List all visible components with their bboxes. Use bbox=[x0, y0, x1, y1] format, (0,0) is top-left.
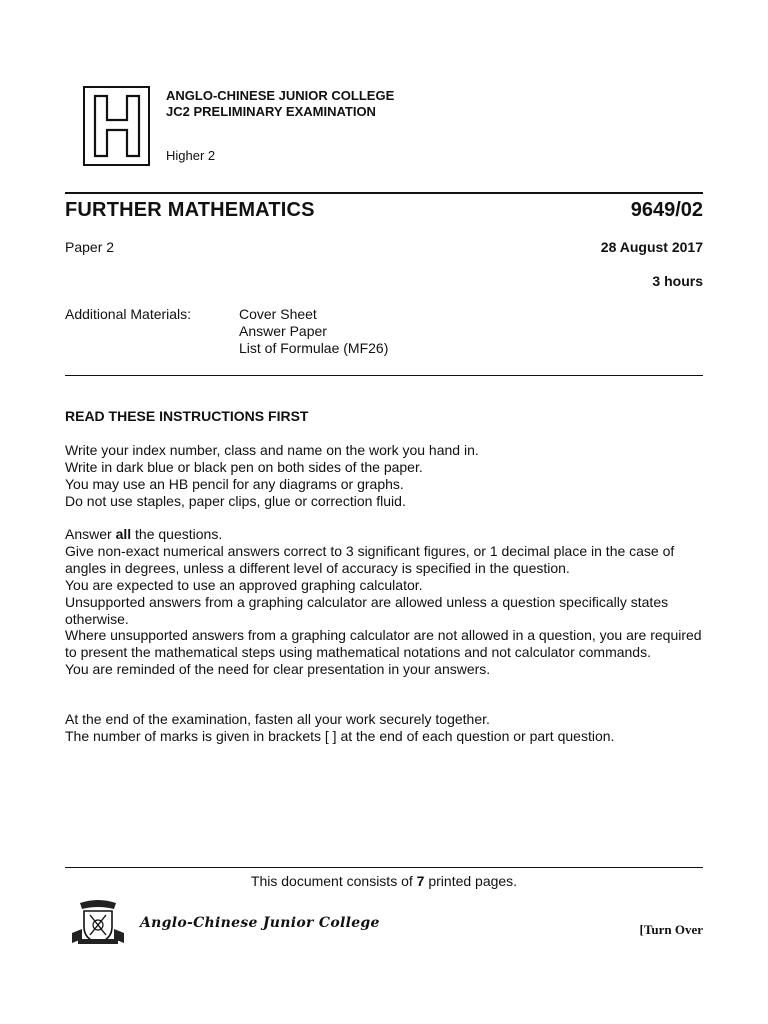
instructions-block-1 bbox=[65, 442, 703, 510]
subject-title: FURTHER MATHEMATICS bbox=[65, 199, 315, 221]
college-crest-icon bbox=[70, 897, 126, 947]
exam-duration: 3 hours bbox=[652, 273, 703, 289]
instruction-line: Unsupported answers from a graphing calculator are allowed unless a question specifically states otherwise. bbox=[65, 593, 669, 627]
additional-materials-label: Additional Materials: bbox=[65, 306, 192, 322]
page-count-number: 7 bbox=[416, 873, 425, 889]
answer-suffix: the questions. bbox=[131, 526, 223, 542]
turn-over-label: [Turn Over bbox=[639, 922, 703, 937]
instructions-heading: READ THESE INSTRUCTIONS FIRST bbox=[65, 408, 309, 424]
instruction-line: Give non-exact numerical answers correct to 3 significant figures, or 1 decimal place in the case of angles in degrees, unless a different level of accuracy is specified in the question. bbox=[65, 542, 675, 576]
institution-name: ANGLO-CHINESE JUNIOR COLLEGE bbox=[166, 88, 395, 103]
material-item: List of Formulae (MF26) bbox=[239, 340, 389, 356]
answer-all-line bbox=[65, 526, 703, 543]
instructions-block-2 bbox=[65, 526, 703, 678]
instruction-line: You may use an HB pencil for any diagrams or graphs. bbox=[65, 475, 404, 492]
instruction-line: Where unsupported answers from a graphing calculator are not allowed in a question, you are required to present the mathematical steps using mathematical notations and not calculator commands. bbox=[65, 627, 702, 661]
instruction-line: At the end of the examination, fasten all your work securely together. bbox=[65, 711, 490, 727]
footer-rule bbox=[65, 867, 703, 868]
additional-materials-list bbox=[239, 306, 388, 357]
page-count-suffix: printed pages. bbox=[424, 873, 518, 889]
material-item: Answer Paper bbox=[239, 323, 327, 339]
instructions-block-3 bbox=[65, 711, 703, 745]
exam-date: 28 August 2017 bbox=[600, 239, 703, 255]
instruction-line: You are expected to use an approved graphing calculator. bbox=[65, 576, 423, 593]
answer-emphasis: all bbox=[115, 526, 132, 542]
instruction-line: You are reminded of the need for clear presentation in your answers. bbox=[65, 661, 491, 678]
answer-prefix: Answer bbox=[65, 526, 116, 542]
top-rule bbox=[65, 192, 703, 194]
exam-name: JC2 PRELIMINARY EXAMINATION bbox=[166, 104, 376, 119]
subject-code: 9649/02 bbox=[630, 199, 703, 221]
level-logo-box bbox=[83, 86, 150, 166]
material-item: Cover Sheet bbox=[239, 306, 317, 322]
college-name-script: Anglo-Chinese Junior College bbox=[140, 915, 380, 931]
page-count-prefix: This document consists of bbox=[250, 873, 417, 889]
paper-number: Paper 2 bbox=[65, 239, 115, 255]
h-letter-icon bbox=[91, 94, 143, 158]
page-count-note bbox=[0, 873, 768, 889]
instruction-line: The number of marks is given in brackets [ ] at the end of each question or part question. bbox=[65, 727, 615, 744]
instruction-line: Write your index number, class and name on the work you hand in. bbox=[65, 442, 479, 458]
instruction-line: Do not use staples, paper clips, glue or correction fluid. bbox=[65, 492, 406, 509]
level-label: Higher 2 bbox=[166, 148, 216, 163]
title-row bbox=[65, 199, 703, 225]
materials-rule bbox=[65, 375, 703, 376]
instruction-line: Write in dark blue or black pen on both sides of the paper. bbox=[65, 458, 423, 475]
